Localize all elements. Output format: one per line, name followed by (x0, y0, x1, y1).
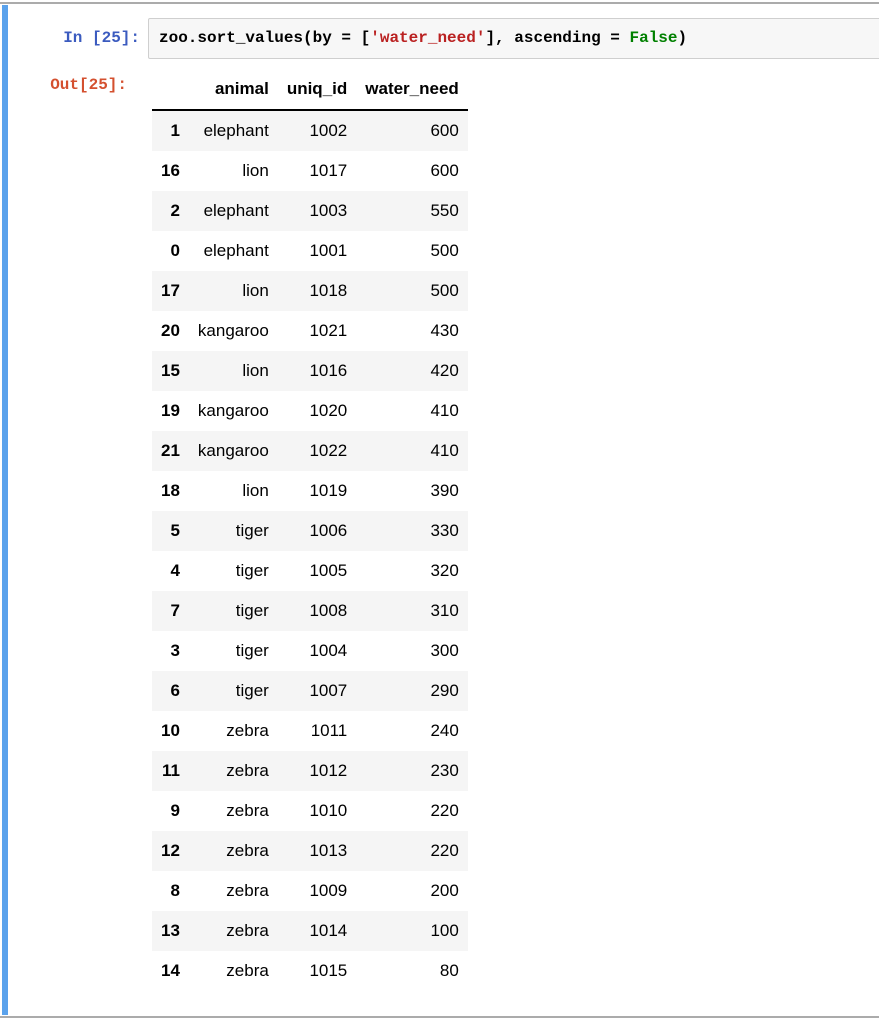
cell-water-need: 430 (430, 321, 459, 340)
table-row (152, 671, 468, 711)
cell-animal: tiger (235, 601, 269, 620)
cell-uniq-id: 1015 (309, 961, 348, 980)
cell-water-need: 320 (430, 561, 459, 580)
cell-uniq-id: 1020 (309, 401, 348, 420)
cell-animal: lion (242, 281, 269, 300)
column-header-uniq-id: uniq_id (278, 71, 356, 110)
output-area (8, 71, 879, 991)
input-prompt: In [25]: (63, 29, 140, 47)
table-row (152, 110, 468, 151)
cell-water-need: 220 (430, 841, 459, 860)
table-row (152, 471, 468, 511)
row-index: 2 (170, 201, 180, 220)
row-index: 0 (170, 241, 180, 260)
row-index: 4 (170, 561, 180, 580)
cell-uniq-id: 1004 (309, 641, 348, 660)
index-corner-cell (152, 71, 189, 110)
cell-uniq-id: 1007 (309, 681, 348, 700)
row-index: 12 (161, 841, 180, 860)
cell-water-need: 420 (430, 361, 459, 380)
code-keyword-false: False (629, 29, 678, 47)
cell-animal: zebra (226, 881, 269, 900)
row-index: 14 (161, 961, 180, 980)
column-header-animal: animal (189, 71, 278, 110)
row-index: 10 (161, 721, 180, 740)
cell-uniq-id: 1005 (309, 561, 348, 580)
code-editor[interactable] (148, 18, 879, 59)
row-index: 9 (170, 801, 180, 820)
table-row (152, 591, 468, 631)
table-row (152, 751, 468, 791)
table-row (152, 231, 468, 271)
cell-animal: lion (242, 481, 269, 500)
cell-water-need: 500 (430, 241, 459, 260)
code-text: zoo.sort_values(by = [ (159, 29, 371, 47)
row-index: 18 (161, 481, 180, 500)
cell-uniq-id: 1001 (309, 241, 348, 260)
cell-animal: tiger (235, 521, 269, 540)
cell-animal: tiger (235, 641, 269, 660)
code-string-literal: 'water_need' (370, 29, 486, 47)
cell-animal: zebra (226, 801, 269, 820)
row-index: 15 (161, 361, 180, 380)
cell-uniq-id: 1002 (309, 121, 348, 140)
row-index: 7 (170, 601, 180, 620)
cell-uniq-id: 1006 (309, 521, 348, 540)
cell-water-need: 410 (430, 401, 459, 420)
table-row (152, 151, 468, 191)
table-row (152, 271, 468, 311)
row-index: 8 (170, 881, 180, 900)
cell-uniq-id: 1017 (309, 161, 348, 180)
cell-uniq-id: 1022 (309, 441, 348, 460)
table-row (152, 631, 468, 671)
table-row (152, 911, 468, 951)
row-index: 17 (161, 281, 180, 300)
cell-animal: kangaroo (197, 321, 269, 340)
code-text: ) (677, 29, 688, 47)
cell-water-need: 500 (430, 281, 459, 300)
dataframe-table (152, 71, 468, 991)
cell-water-need: 410 (430, 441, 459, 460)
table-row (152, 951, 468, 991)
cell-uniq-id: 1013 (309, 841, 348, 860)
cell-animal: tiger (235, 561, 269, 580)
cell-animal: tiger (235, 681, 269, 700)
table-row (152, 391, 468, 431)
cell-water-need: 200 (430, 881, 459, 900)
cell-water-need: 600 (430, 161, 459, 180)
cell-water-need: 310 (430, 601, 459, 620)
cell-water-need: 390 (430, 481, 459, 500)
cell-animal: lion (242, 361, 269, 380)
cell-water-need: 100 (430, 921, 459, 940)
cell-animal: zebra (226, 721, 269, 740)
cell-uniq-id: 1009 (309, 881, 348, 900)
cell-uniq-id: 1012 (309, 761, 348, 780)
table-row (152, 871, 468, 911)
cell-water-need: 290 (430, 681, 459, 700)
table-row (152, 511, 468, 551)
cell-uniq-id: 1008 (309, 601, 348, 620)
cell-water-need: 300 (430, 641, 459, 660)
cell-animal: elephant (203, 121, 269, 140)
output-prompt: Out[25]: (50, 76, 127, 94)
cell-animal: elephant (203, 201, 269, 220)
cell-uniq-id: 1016 (309, 361, 348, 380)
cell-uniq-id: 1010 (309, 801, 348, 820)
table-row (152, 431, 468, 471)
dataframe-body (152, 110, 468, 991)
row-index: 13 (161, 921, 180, 940)
table-row (152, 311, 468, 351)
dataframe-header (152, 71, 468, 110)
cell-water-need: 330 (430, 521, 459, 540)
table-row (152, 831, 468, 871)
cell-animal: zebra (226, 961, 269, 980)
table-row (152, 191, 468, 231)
cell-water-need: 600 (430, 121, 459, 140)
table-row (152, 551, 468, 591)
cell-uniq-id: 1021 (309, 321, 348, 340)
table-row (152, 711, 468, 751)
cell-animal: kangaroo (197, 441, 269, 460)
cell-uniq-id: 1011 (310, 721, 348, 740)
row-index: 1 (170, 121, 180, 140)
cell-animal: elephant (203, 241, 269, 260)
cell-water-need: 230 (430, 761, 459, 780)
cell-animal: zebra (226, 841, 269, 860)
cell-bottom-divider (0, 1016, 879, 1018)
column-header-water-need: water_need (356, 71, 468, 110)
cell-animal: zebra (226, 761, 269, 780)
cell-uniq-id: 1003 (309, 201, 348, 220)
cell-water-need: 240 (430, 721, 459, 740)
cell-uniq-id: 1018 (309, 281, 348, 300)
row-index: 16 (161, 161, 180, 180)
row-index: 20 (161, 321, 180, 340)
cell-uniq-id: 1014 (309, 921, 348, 940)
input-area (8, 18, 879, 59)
header-row (152, 71, 468, 110)
cell-water-need: 220 (430, 801, 459, 820)
row-index: 5 (170, 521, 180, 540)
row-index: 11 (161, 761, 180, 780)
code-text: ], ascending = (485, 29, 630, 47)
row-index: 21 (161, 441, 180, 460)
cell-water-need: 550 (430, 201, 459, 220)
dataframe-output (152, 71, 468, 991)
table-row (152, 791, 468, 831)
row-index: 6 (170, 681, 180, 700)
cell-animal: kangaroo (197, 401, 269, 420)
row-index: 19 (161, 401, 180, 420)
cell-animal: lion (242, 161, 269, 180)
row-index: 3 (170, 641, 180, 660)
notebook-cell (8, 4, 879, 1016)
table-row (152, 351, 468, 391)
cell-uniq-id: 1019 (309, 481, 348, 500)
cell-animal: zebra (226, 921, 269, 940)
cell-water-need: 80 (439, 961, 459, 980)
